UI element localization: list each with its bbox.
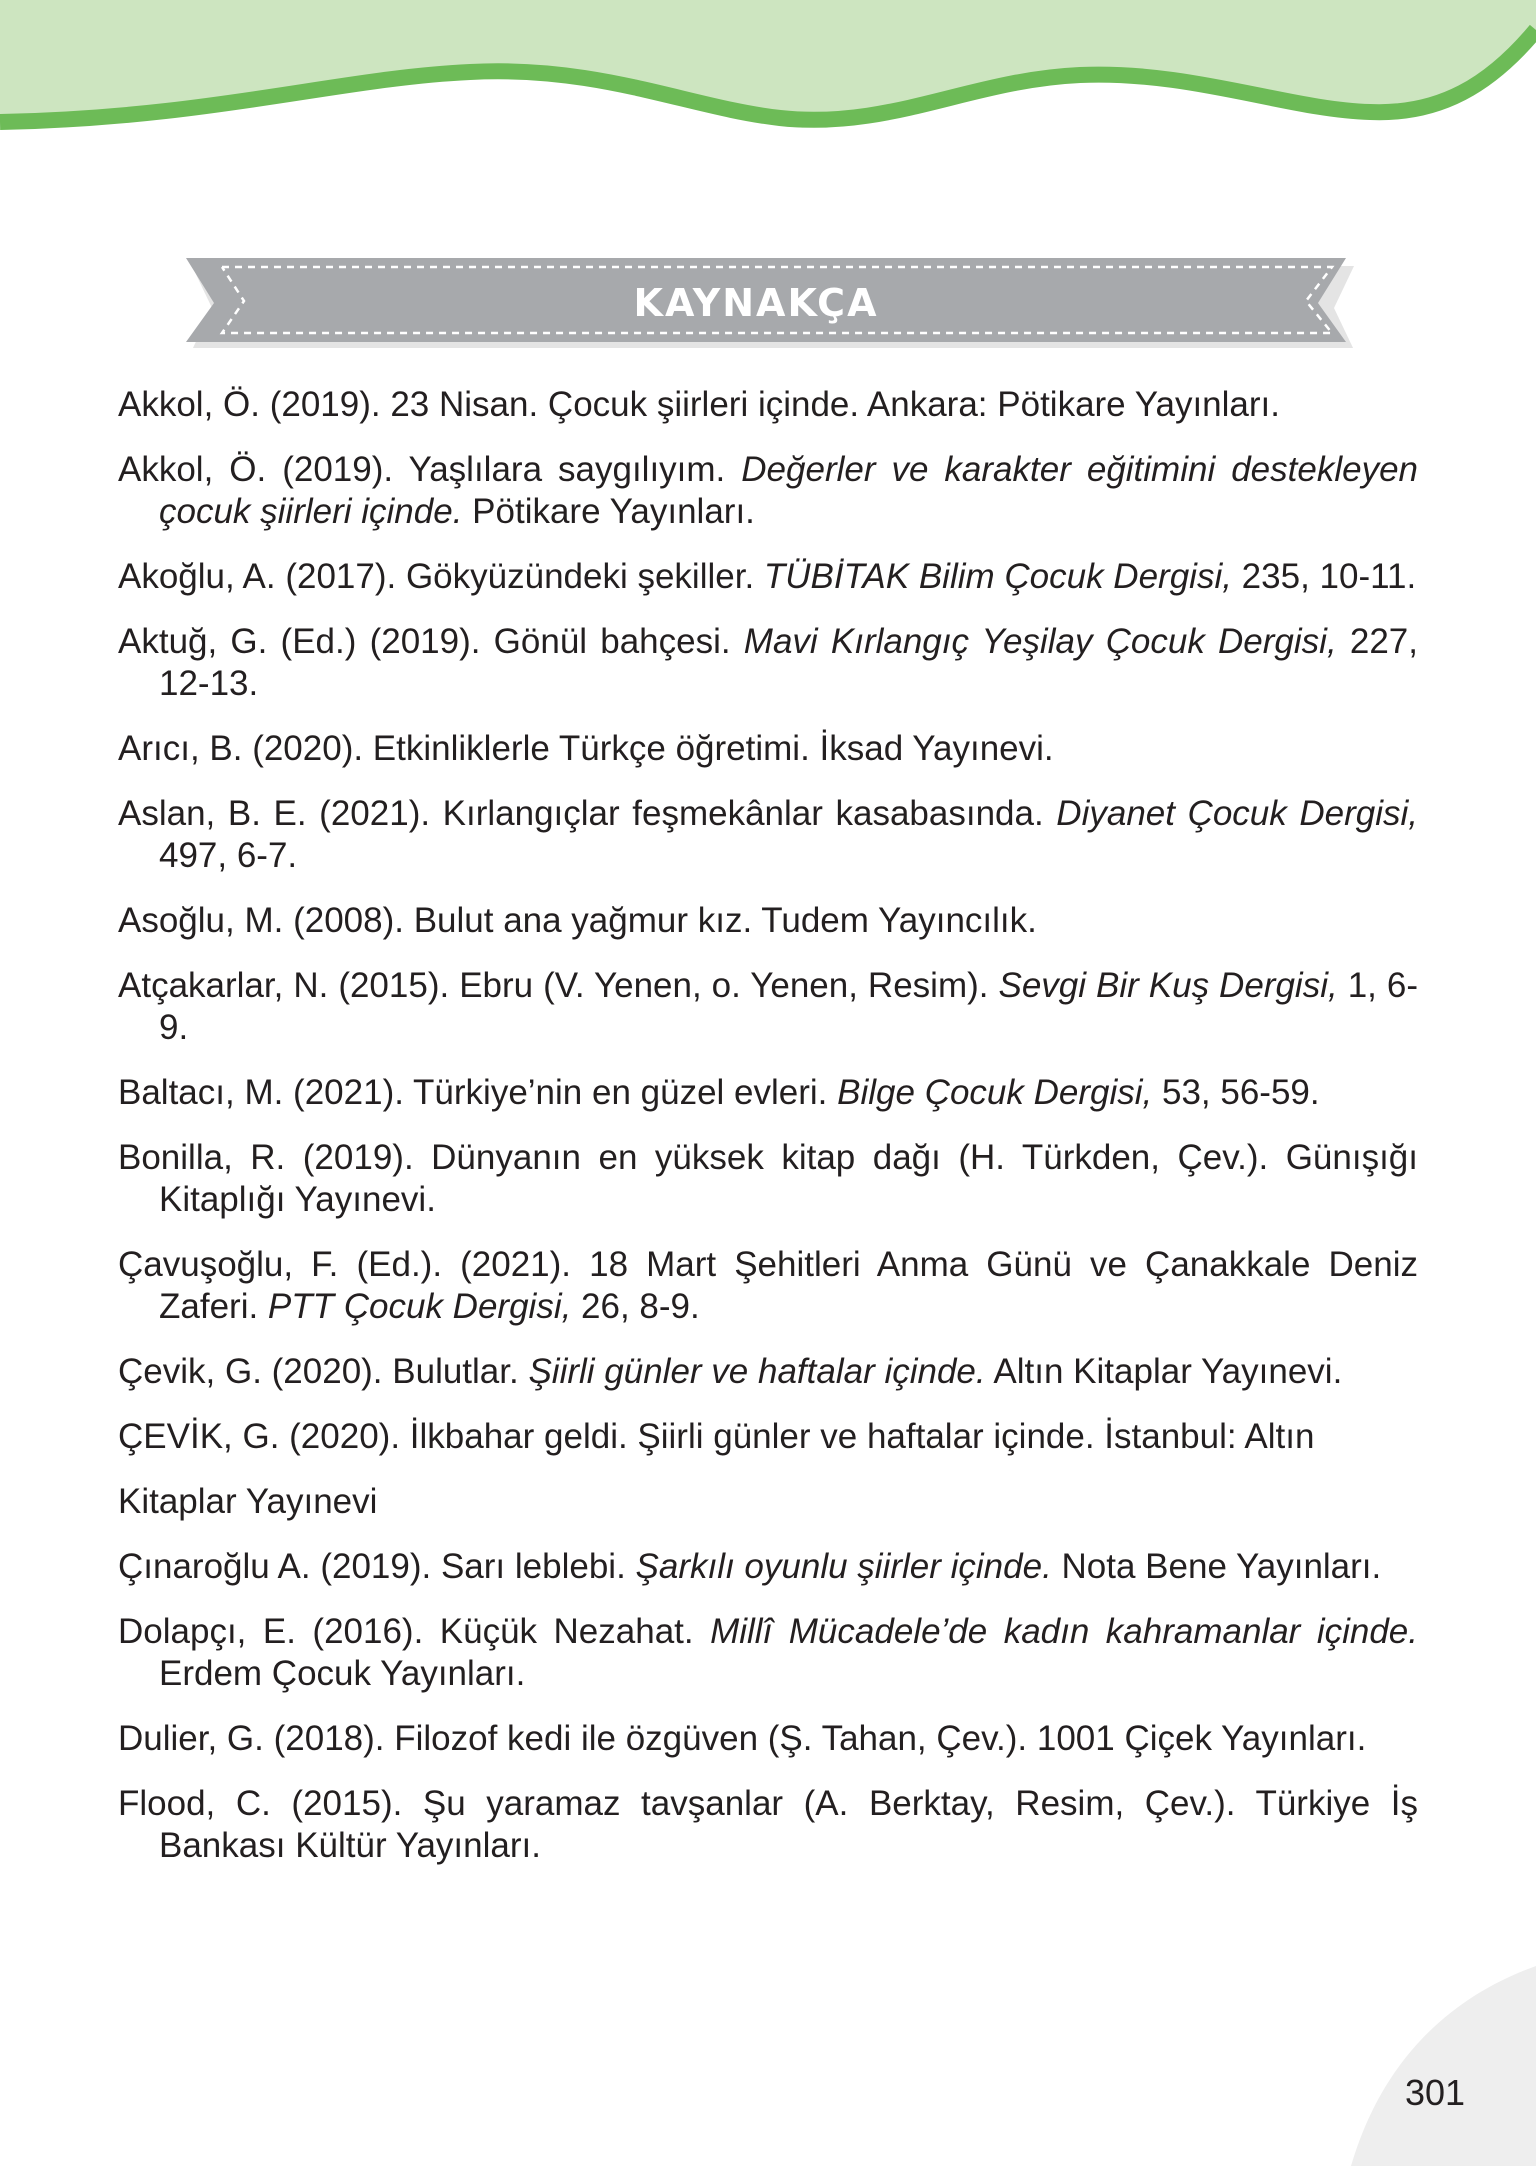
reference-item: Dolapçı, E. (2016). Küçük Nezahat. Millî Mücadele’de kadın kahramanlar içinde. Erdem Çocuk Yayınları. (118, 1612, 1418, 1693)
reference-item: Bonilla, R. (2019). Dünyanın en yüksek kitap dağı (H. Türkden, Çev.). Günışığı Kitaplığı Yayınevi. (118, 1138, 1418, 1219)
reference-item: Atçakarlar, N. (2015). Ebru (V. Yenen, o. Yenen, Resim). Sevgi Bir Kuş Dergisi, 1, 6-9. (118, 966, 1418, 1047)
section-title: KAYNAKÇA (633, 281, 879, 325)
reference-list (118, 384, 1418, 1890)
reference-item: Çavuşoğlu, F. (Ed.). (2021). 18 Mart Şehitleri Anma Günü ve Çanakkale Deniz Zaferi. PTT Çocuk Dergisi, 26, 8-9. (118, 1245, 1418, 1326)
reference-item: Çınaroğlu A. (2019). Sarı leblebi. Şarkılı oyunlu şiirler içinde. Nota Bene Yayınları. (118, 1547, 1382, 1586)
reference-item: Aktuğ, G. (Ed.) (2019). Gönül bahçesi. Mavi Kırlangıç Yeşilay Çocuk Dergisi, 227, 12-13. (118, 622, 1418, 703)
header-wave-decoration (0, 0, 1536, 160)
reference-item: Baltacı, M. (2021). Türkiye’nin en güzel evleri. Bilge Çocuk Dergisi, 53, 56-59. (118, 1073, 1320, 1112)
reference-item: Flood, C. (2015). Şu yaramaz tavşanlar (A. Berktay, Resim, Çev.). Türkiye İş Bankası Kültür Yayınları. (118, 1784, 1418, 1865)
reference-item: Akkol, Ö. (2019). Yaşlılara saygılıyım. Değerler ve karakter eğitimini destekleyen çocuk şiirleri içinde. Pötikare Yayınları. (118, 450, 1419, 531)
reference-item: Kitaplar Yayınevi (118, 1482, 378, 1521)
reference-item: Aslan, B. E. (2021). Kırlangıçlar feşmekânlar kasabasında. Diyanet Çocuk Dergisi, 497, 6-7. (118, 794, 1418, 875)
reference-item: Arıcı, B. (2020). Etkinliklerle Türkçe öğretimi. İksad Yayınevi. (118, 729, 1054, 768)
reference-item: Çevik, G. (2020). Bulutlar. Şiirli günler ve haftalar içinde. Altın Kitaplar Yayınevi. (118, 1352, 1343, 1391)
corner-decoration (1296, 1966, 1536, 2166)
reference-item: Akoğlu, A. (2017). Gökyüzündeki şekiller. TÜBİTAK Bilim Çocuk Dergisi, 235, 10-11. (118, 557, 1417, 596)
reference-item: Dulier, G. (2018). Filozof kedi ile özgüven (Ş. Tahan, Çev.). 1001 Çiçek Yayınları. (118, 1719, 1367, 1758)
reference-item: ÇEVİK, G. (2020). İlkbahar geldi. Şiirli günler ve haftalar içinde. İstanbul: Altın (118, 1417, 1315, 1456)
reference-item: Asoğlu, M. (2008). Bulut ana yağmur kız. Tudem Yayıncılık. (118, 901, 1037, 940)
page-number: 301 (1405, 2072, 1466, 2113)
section-banner (186, 258, 1356, 348)
reference-item: Akkol, Ö. (2019). 23 Nisan. Çocuk şiirleri içinde. Ankara: Pötikare Yayınları. (118, 385, 1280, 424)
